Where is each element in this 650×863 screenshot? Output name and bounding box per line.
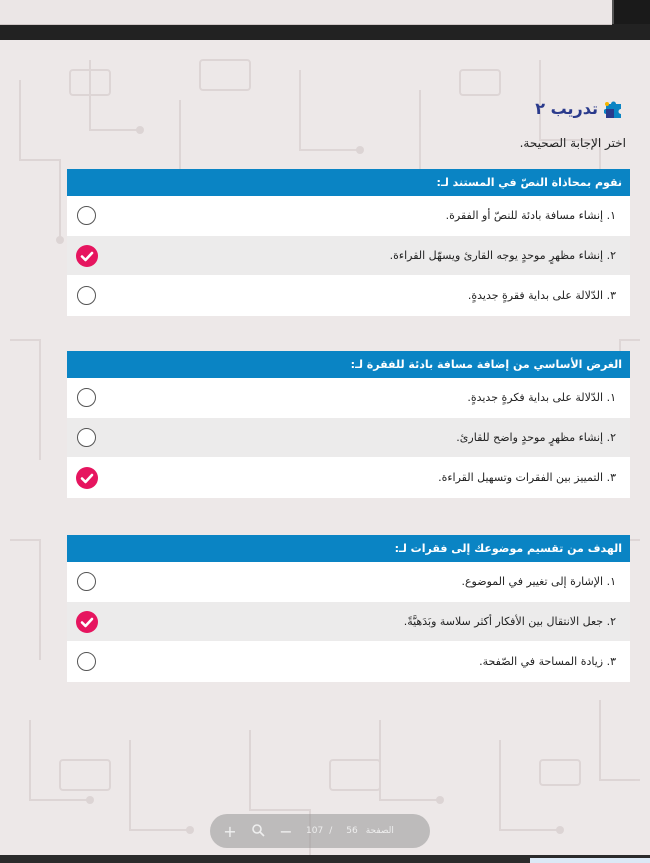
answer-option[interactable] (67, 276, 630, 316)
option-text: ٢. جعل الانتقال بين الأفكار أكثر سلاسة وبَدَهيَّةً. (403, 615, 616, 628)
magnifier-icon[interactable] (244, 822, 272, 841)
question-prompt: نقوم بمحاذاة النصّ في المستند لـ: (67, 169, 630, 196)
check-icon[interactable] (76, 245, 98, 267)
top-toolbar (0, 0, 650, 40)
option-text: ٣. الدّلالة على بداية فقرةٍ جديدةٍ. (467, 289, 616, 302)
page-separator: / (329, 826, 333, 836)
option-text: ٢. إنشاء مظهرٍ موحدٍ يوجه القارئ ويسهّل القراءة. (389, 249, 616, 262)
document-page (0, 40, 650, 855)
page-label: الصفحة (365, 826, 394, 836)
question-2 (67, 351, 630, 498)
exercise-title: تدريب ٢ (535, 98, 598, 118)
scrollbar-track[interactable] (612, 0, 650, 24)
plus-icon[interactable]: + (223, 821, 237, 841)
exercise-instruction: اختر الإجابة الصحيحة. (519, 136, 626, 150)
question-1 (67, 169, 630, 316)
radio-button-unselected[interactable] (77, 388, 96, 407)
status-bar (0, 855, 650, 863)
option-text: ١. الإشارة إلى تغيير في الموضوع. (461, 575, 616, 588)
option-text: ١. إنشاء مسافة بادئة للنصّ أو الفقرة. (445, 209, 616, 222)
radio-button-unselected[interactable] (77, 286, 96, 305)
question-prompt: الهدف من تقسيم موضوعك إلى فقرات لـ: (67, 535, 630, 562)
check-icon[interactable] (76, 467, 98, 489)
total-pages: 107 (306, 826, 324, 836)
answer-option[interactable] (67, 418, 630, 458)
answer-option-selected[interactable] (67, 602, 630, 642)
answer-option[interactable] (67, 642, 630, 682)
radio-button-unselected[interactable] (77, 652, 96, 671)
question-prompt: الغرض الأساسي من إضافة مسافة بادئة للفقرة لـ: (67, 351, 630, 378)
radio-button-unselected[interactable] (77, 206, 96, 225)
option-text: ١. الدّلالة على بداية فكرةٍ جديدةٍ. (467, 391, 616, 404)
minus-icon[interactable]: − (279, 821, 293, 841)
radio-button-unselected[interactable] (77, 428, 96, 447)
answer-option[interactable] (67, 196, 630, 236)
radio-button-unselected[interactable] (77, 572, 96, 591)
previous-page-edge (0, 0, 612, 25)
option-text: ٢. إنشاء مظهرٍ موحدٍ واضح للقارئ. (456, 431, 616, 444)
exercise-heading (535, 98, 626, 118)
option-text: ٣. التمييز بين الفقرات وتسهيل القراءة. (438, 471, 616, 484)
answer-option-selected[interactable] (67, 236, 630, 276)
status-accent (530, 858, 650, 863)
answer-option[interactable] (67, 378, 630, 418)
question-3 (67, 535, 630, 682)
page-navigation-bar (210, 814, 430, 848)
puzzle-icon (604, 98, 626, 118)
check-icon[interactable] (76, 611, 98, 633)
answer-option[interactable] (67, 562, 630, 602)
current-page-input[interactable]: 56 (346, 826, 358, 836)
option-text: ٣. زيادة المساحة في الصّفحة. (479, 655, 616, 668)
answer-option-selected[interactable] (67, 458, 630, 498)
